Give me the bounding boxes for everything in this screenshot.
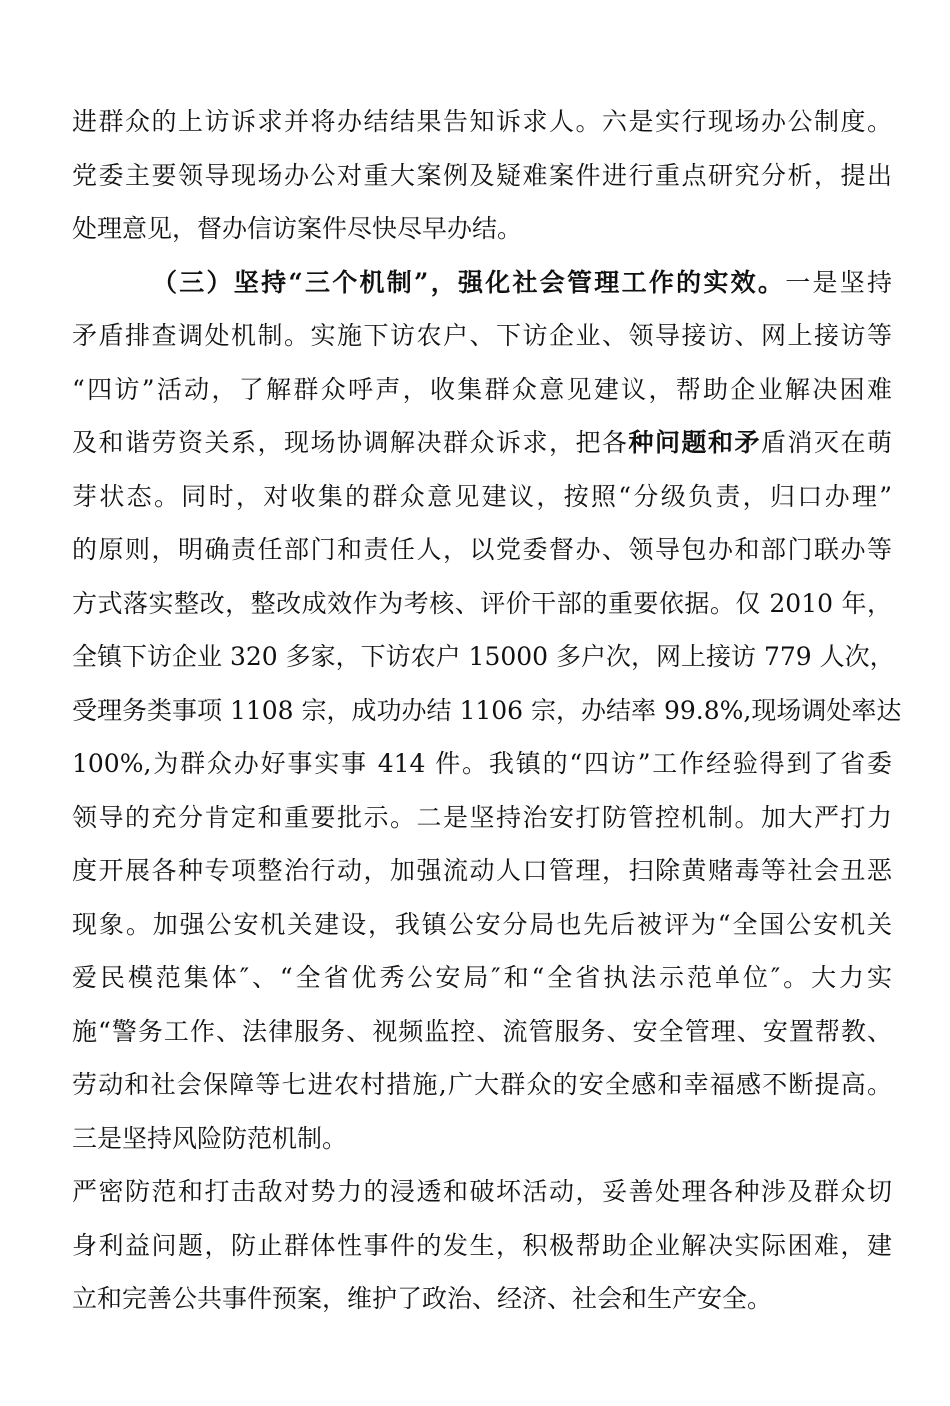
text-line: 受理务类事项 1108 宗，成功办结 1106 宗，办结率 99.8%,现场调处率达 [72, 695, 902, 725]
text-line: “四访”活动，了解群众呼声，收集群众意见建议，帮助企业解决困难 [72, 374, 892, 404]
text-line: 施“警务工作、法律服务、视频监控、流管服务、安全管理、安置帮教、 [72, 1016, 892, 1046]
text-line: 身利益问题，防止群体性事件的发生，积极帮助企业解决实际困难，建 [72, 1230, 892, 1260]
text-span: 一是坚持 [785, 267, 892, 297]
text-line: 度开展各种专项整治行动，加强流动人口管理，扫除黄赌毒等社会丑恶 [72, 856, 892, 885]
text-line: 矛盾排查调处机制。实施下访农户、下访企业、领导接访、网上接访等 [72, 321, 892, 350]
text-line: 三是坚持风险防范机制。 [72, 1123, 348, 1153]
text-span: 及和谐劳资关系，现场协调解决群众诉求，把各 [72, 428, 629, 457]
text-line: 处理意见，督办信访案件尽快尽早办结。 [72, 214, 523, 243]
text-line: 芽状态。同时，对收集的群众意见建议，按照“分级负责，归口办理” [72, 481, 892, 511]
text-line [72, 256, 892, 310]
text-line: 严密防范和打击敌对势力的浸透和破坏活动，妥善处理各种涉及群众切 [72, 1177, 892, 1206]
text-line: 领导的充分肯定和重要批示。二是坚持治安打防管控机制。加大严打力 [72, 802, 892, 832]
text-line: 劳动和社会保障等七进农村措施,广大群众的安全感和幸福感不断提高。 [72, 1070, 892, 1099]
text-line: 现象。加强公安机关建设，我镇公安分局也先后被评为“全国公安机关 [72, 909, 892, 939]
text-line: 的原则，明确责任部门和责任人，以党委督办、领导包办和部门联办等 [72, 535, 892, 564]
document-page [72, 95, 902, 1326]
text-line [72, 416, 892, 470]
paragraph-1 [72, 95, 892, 256]
text-line: 爱民模范集体″、“全省优秀公安局″和“全省执法示范单位″。大力实 [72, 963, 892, 992]
text-line: 全镇下访企业 320 多家，下访农户 15000 多户次，网上接访 779 人次， [72, 642, 895, 671]
text-line: 立和完善公共事件预案，维护了政治、经济、社会和生产安全。 [72, 1284, 773, 1313]
paragraph-2 [72, 256, 902, 1166]
bold-span: 种问题和矛 [628, 428, 761, 457]
text-span: 盾消灭在萌 [760, 428, 892, 457]
text-line: 方式落实整改，整改成效作为考核、评价干部的重要依据。仅 2010 年， [72, 588, 892, 618]
text-line: 进群众的上访诉求并将办结结果告知诉求人。六是实行现场办公制度。 [72, 107, 892, 136]
section-heading: （三）坚持“三个机制”，强化社会管理工作的实效。 [152, 267, 786, 297]
text-line: 100%,为群众办好事实事 414 件。我镇的“四访”工作经验得到了省委 [72, 749, 892, 778]
text-line: 党委主要领导现场办公对重大案例及疑难案件进行重点研究分析，提出 [72, 160, 892, 190]
paragraph-3 [72, 1165, 892, 1326]
